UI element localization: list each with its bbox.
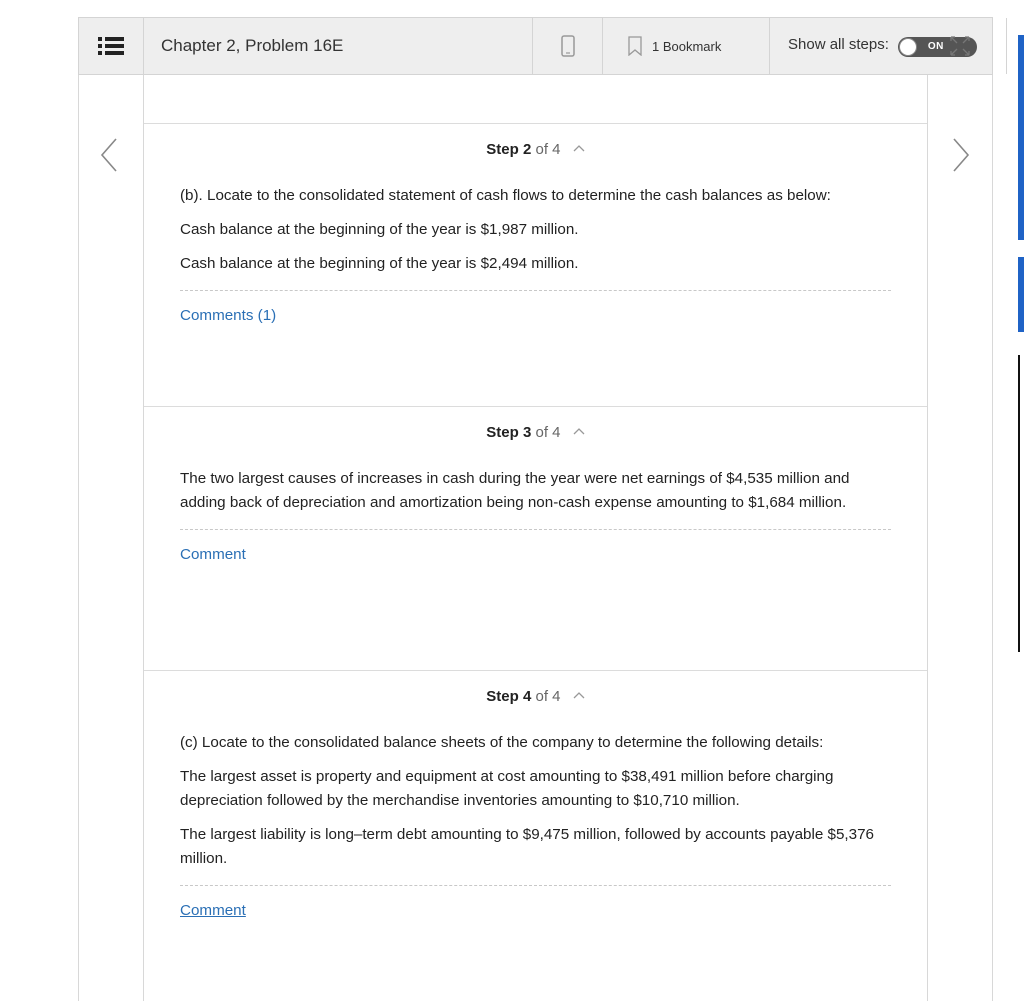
- step-paragraph: (c) Locate to the consolidated balance sheets of the company to determine the following details:: [180, 734, 824, 751]
- chevron-up-icon[interactable]: [573, 427, 585, 435]
- previous-step-button[interactable]: [94, 135, 124, 175]
- chevron-right-icon: [951, 137, 971, 173]
- step-total: of 4: [535, 688, 561, 705]
- expand-button[interactable]: [927, 18, 993, 74]
- step-number: 2: [522, 141, 532, 158]
- toggle-knob: [899, 38, 917, 56]
- edge-panel-blue: [1018, 35, 1024, 240]
- next-step-button[interactable]: [946, 135, 976, 175]
- bookmark-label: 1 Bookmark: [652, 38, 722, 54]
- right-nav-column: [927, 75, 993, 1001]
- step-number: 3: [522, 424, 532, 441]
- list-menu-icon: [98, 36, 124, 56]
- step-paragraph: The two largest causes of increases in cash during the year were net earnings of $4,535 million and adding back of depreciation and amortization being non-cash expense amounting to $1,684 million.: [180, 470, 850, 511]
- bookmark-button[interactable]: [603, 18, 770, 74]
- step-body: [144, 731, 927, 871]
- solution-content: [144, 75, 927, 1001]
- step-paragraph: Cash balance at the beginning of the year is $1,987 million.: [180, 221, 579, 238]
- step-paragraph: The largest liability is long–term debt amounting to $9,475 million, followed by accounts payable $5,376 million.: [180, 826, 874, 867]
- content-spacer: [144, 75, 927, 124]
- step-body: [144, 467, 927, 515]
- step-paragraph: Cash balance at the beginning of the year is $2,494 million.: [180, 255, 579, 272]
- chevron-up-icon[interactable]: [573, 144, 585, 152]
- comments-link[interactable]: Comments (1): [180, 307, 277, 324]
- step-total: of 4: [535, 141, 561, 158]
- step-paragraph: (b). Locate to the consolidated statement of cash flows to determine the cash balances as below:: [180, 187, 831, 204]
- step-card: [144, 124, 927, 407]
- solution-toolbar: [78, 17, 993, 75]
- expand-icon: [949, 35, 971, 57]
- chevron-left-icon: [99, 137, 119, 173]
- comment-link[interactable]: Comment: [180, 546, 246, 563]
- step-header[interactable]: [144, 124, 927, 184]
- left-nav-column: [78, 75, 144, 1001]
- divider: [180, 290, 891, 291]
- page-title: Chapter 2, Problem 16E: [144, 18, 533, 74]
- divider: [180, 885, 891, 886]
- step-label: Step: [486, 688, 519, 705]
- menu-button[interactable]: [79, 18, 144, 74]
- step-header[interactable]: [144, 407, 927, 467]
- step-number: 4: [522, 688, 532, 705]
- step-label: Step: [486, 424, 519, 441]
- edge-panel-dark: [1018, 355, 1024, 652]
- step-card: [144, 407, 927, 671]
- step-body: [144, 184, 927, 276]
- step-header[interactable]: [144, 671, 927, 731]
- edge-panel-blue: [1018, 257, 1024, 332]
- step-card: [144, 671, 927, 1001]
- device-view-button[interactable]: [533, 18, 603, 74]
- toggle-state: ON: [927, 41, 944, 52]
- tablet-icon: [561, 35, 575, 57]
- divider: [180, 529, 891, 530]
- step-label: Step: [486, 141, 519, 158]
- step-paragraph: The largest asset is property and equipment at cost amounting to $38,491 million before charging depreciation followed by the merchandise inventories amounting to $10,710 million.: [180, 768, 834, 809]
- comment-link[interactable]: Comment: [180, 902, 246, 919]
- show-steps-label: Show all steps:: [788, 36, 889, 53]
- step-total: of 4: [535, 424, 561, 441]
- chevron-up-icon[interactable]: [573, 691, 585, 699]
- bookmark-icon: [628, 36, 642, 56]
